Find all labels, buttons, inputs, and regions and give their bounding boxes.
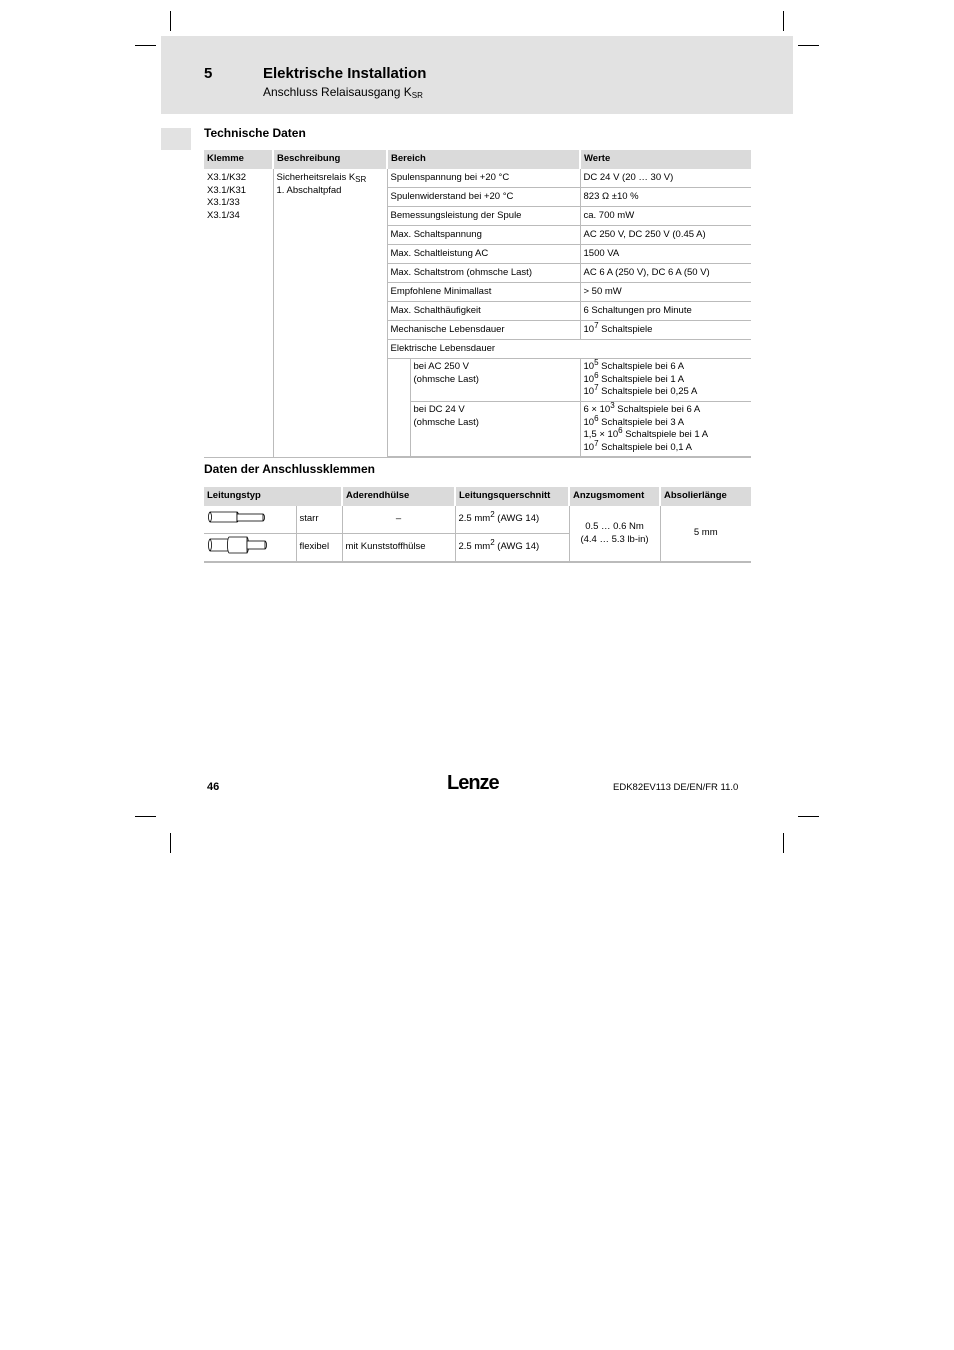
- indent-spacer: [387, 402, 410, 458]
- crop-mark: [783, 833, 784, 853]
- page-number: 46: [207, 781, 220, 793]
- subtitle-text: Anschluss Relaisausgang K: [263, 85, 412, 99]
- value-line: [583, 426, 749, 442]
- value-subcell-dc: [580, 402, 751, 458]
- value-cell: [580, 321, 751, 340]
- range-cell: Max. Schaltspannung: [387, 226, 580, 245]
- value-text: (AWG 14): [494, 513, 540, 525]
- table-row: [204, 506, 751, 534]
- range-cell: Max. Schaltstrom (ohmsche Last): [387, 264, 580, 283]
- wire-type: flexibel: [296, 534, 342, 563]
- range-cell: Bemessungsleistung der Spule: [387, 207, 580, 226]
- value-base: 10: [583, 323, 595, 335]
- column-header-anzugsmoment: Anzugsmoment: [569, 487, 660, 506]
- value-text: Schaltspiele bei 0,25 A: [598, 386, 698, 397]
- lenze-logo: Lenze: [447, 772, 499, 794]
- indent-spacer: [387, 359, 410, 402]
- strip-length-cell: 5 mm: [660, 506, 751, 562]
- column-header-bereich: Bereich: [387, 150, 580, 169]
- range-subcell-line: (ohmsche Last): [413, 373, 479, 385]
- wire-type: starr: [296, 506, 342, 534]
- tech-data-table: [204, 150, 751, 458]
- crop-mark: [798, 816, 819, 817]
- value-text: Schaltspiele bei 6 A: [614, 404, 701, 415]
- value-exponent: 6: [618, 426, 623, 435]
- description-line: 1. Abschaltpfad: [276, 184, 342, 196]
- rigid-wire-icon: [207, 507, 267, 527]
- range-subcell-ac: [410, 359, 580, 402]
- value-base: 10: [583, 386, 595, 397]
- description-subscript: SR: [355, 175, 367, 184]
- value-base: 10: [583, 441, 595, 453]
- table-row: [204, 169, 751, 188]
- range-cell: Mechanische Lebensdauer: [387, 321, 580, 340]
- crop-mark: [783, 11, 784, 31]
- value-base: 2.5 mm: [458, 541, 491, 553]
- value-text: Schaltspiele bei 6 A: [598, 361, 685, 372]
- value-exponent: 6: [594, 413, 599, 423]
- value-exponent: 5: [594, 358, 599, 367]
- crop-mark: [170, 11, 171, 31]
- tech-data-heading: Technische Daten: [204, 126, 306, 140]
- column-header-leitungstyp: Leitungstyp: [204, 487, 342, 506]
- value-base: 1,5 × 10: [583, 429, 619, 440]
- column-header-klemme: Klemme: [204, 150, 273, 169]
- value-exponent: 3: [610, 401, 615, 410]
- value-exponent: 7: [594, 438, 599, 448]
- terminal-data-table: [204, 487, 751, 563]
- torque-line: 0.5 … 0.6 Nm: [585, 521, 644, 532]
- chapter-number: 5: [204, 65, 213, 82]
- value-exponent: 6: [594, 370, 599, 380]
- column-header-werte: Werte: [580, 150, 751, 169]
- header-band: [161, 36, 793, 114]
- range-cell: Max. Schaltleistung AC: [387, 245, 580, 264]
- value-cell: ca. 700 mW: [580, 207, 751, 226]
- crop-mark: [170, 833, 171, 853]
- value-cell: 1500 VA: [580, 245, 751, 264]
- value-line: [583, 358, 749, 374]
- ferrule-cell: –: [342, 506, 455, 534]
- column-header-aderendhuelse: Aderendhülse: [342, 487, 455, 506]
- value-cell: > 50 mW: [580, 283, 751, 302]
- range-cell: Empfohlene Minimallast: [387, 283, 580, 302]
- flexible-wire-ferrule-icon: [207, 534, 269, 556]
- value-cell: 823 Ω ±10 %: [580, 188, 751, 207]
- range-subcell-line: (ohmsche Last): [413, 416, 479, 428]
- terminal-list: [204, 169, 273, 457]
- range-cell: Elektrische Lebensdauer: [387, 340, 751, 359]
- range-subcell-line: bei AC 250 V: [413, 361, 469, 372]
- cross-section-cell: [455, 534, 569, 563]
- value-line: [583, 401, 749, 417]
- description-cell: [273, 169, 387, 457]
- terminal-label: X3.1/33: [207, 197, 240, 208]
- chapter-subtitle: [263, 85, 423, 99]
- torque-cell: [569, 506, 660, 562]
- value-line: [583, 413, 749, 430]
- value-text: Schaltspiele: [598, 323, 653, 335]
- range-cell: Spulenspannung bei +20 °C: [387, 169, 580, 188]
- range-subcell-line: bei DC 24 V: [413, 404, 465, 415]
- table-header-row: [204, 487, 751, 506]
- ferrule-cell: mit Kunststoffhülse: [342, 534, 455, 563]
- value-cell: AC 250 V, DC 250 V (0.45 A): [580, 226, 751, 245]
- terminal-label: X3.1/34: [207, 209, 240, 221]
- column-header-beschreibung: Beschreibung: [273, 150, 387, 169]
- range-cell: Spulenwiderstand bei +20 °C: [387, 188, 580, 207]
- range-subcell-dc: [410, 402, 580, 458]
- table-header-row: [204, 150, 751, 169]
- value-line: [583, 438, 749, 455]
- value-text: Schaltspiele bei 0,1 A: [598, 441, 693, 453]
- chapter-title: Elektrische Installation: [263, 65, 427, 82]
- value-exponent: 7: [594, 320, 599, 330]
- value-exponent: 2: [490, 538, 495, 548]
- value-exponent: 7: [594, 383, 599, 392]
- range-cell: Max. Schalthäufigkeit: [387, 302, 580, 321]
- wire-icon-cell: [204, 534, 296, 563]
- wire-icon-cell: [204, 506, 296, 534]
- crop-mark: [135, 816, 156, 817]
- column-header-absolierlaenge: Absolierlänge: [660, 487, 751, 506]
- subtitle-subscript: SR: [411, 91, 423, 100]
- value-base: 10: [583, 373, 595, 385]
- value-base: 10: [583, 416, 595, 428]
- value-subcell-ac: [580, 359, 751, 402]
- crop-mark: [798, 45, 819, 46]
- value-cell: DC 24 V (20 … 30 V): [580, 169, 751, 188]
- description-text: Sicherheitsrelais K: [276, 172, 356, 183]
- value-text: Schaltspiele bei 1 A: [622, 429, 709, 440]
- value-base: 6 × 10: [583, 404, 611, 415]
- column-header-querschnitt: Leitungsquerschnitt: [455, 487, 569, 506]
- value-base: 10: [583, 361, 595, 372]
- terminal-label: X3.1/K32: [207, 172, 247, 183]
- crop-mark: [135, 45, 156, 46]
- value-base: 2.5 mm: [458, 513, 491, 525]
- torque-line: (4.4 … 5.3 lb-in): [580, 533, 649, 545]
- value-text: Schaltspiele bei 3 A: [598, 416, 685, 428]
- value-line: [583, 370, 749, 387]
- document-id: EDK82EV113 DE/EN/FR 11.0: [613, 782, 739, 793]
- terminal-data-heading: Daten der Anschlussklemmen: [204, 462, 375, 476]
- value-cell: 6 Schaltungen pro Minute: [580, 302, 751, 321]
- value-text: (AWG 14): [494, 541, 540, 553]
- value-exponent: 2: [490, 510, 495, 520]
- value-text: Schaltspiele bei 1 A: [598, 373, 685, 385]
- value-line: [583, 383, 749, 399]
- side-tab: [161, 128, 191, 150]
- value-cell: AC 6 A (250 V), DC 6 A (50 V): [580, 264, 751, 283]
- terminal-label: X3.1/K31: [207, 184, 247, 196]
- description-line: [277, 172, 384, 185]
- cross-section-cell: [455, 506, 569, 534]
